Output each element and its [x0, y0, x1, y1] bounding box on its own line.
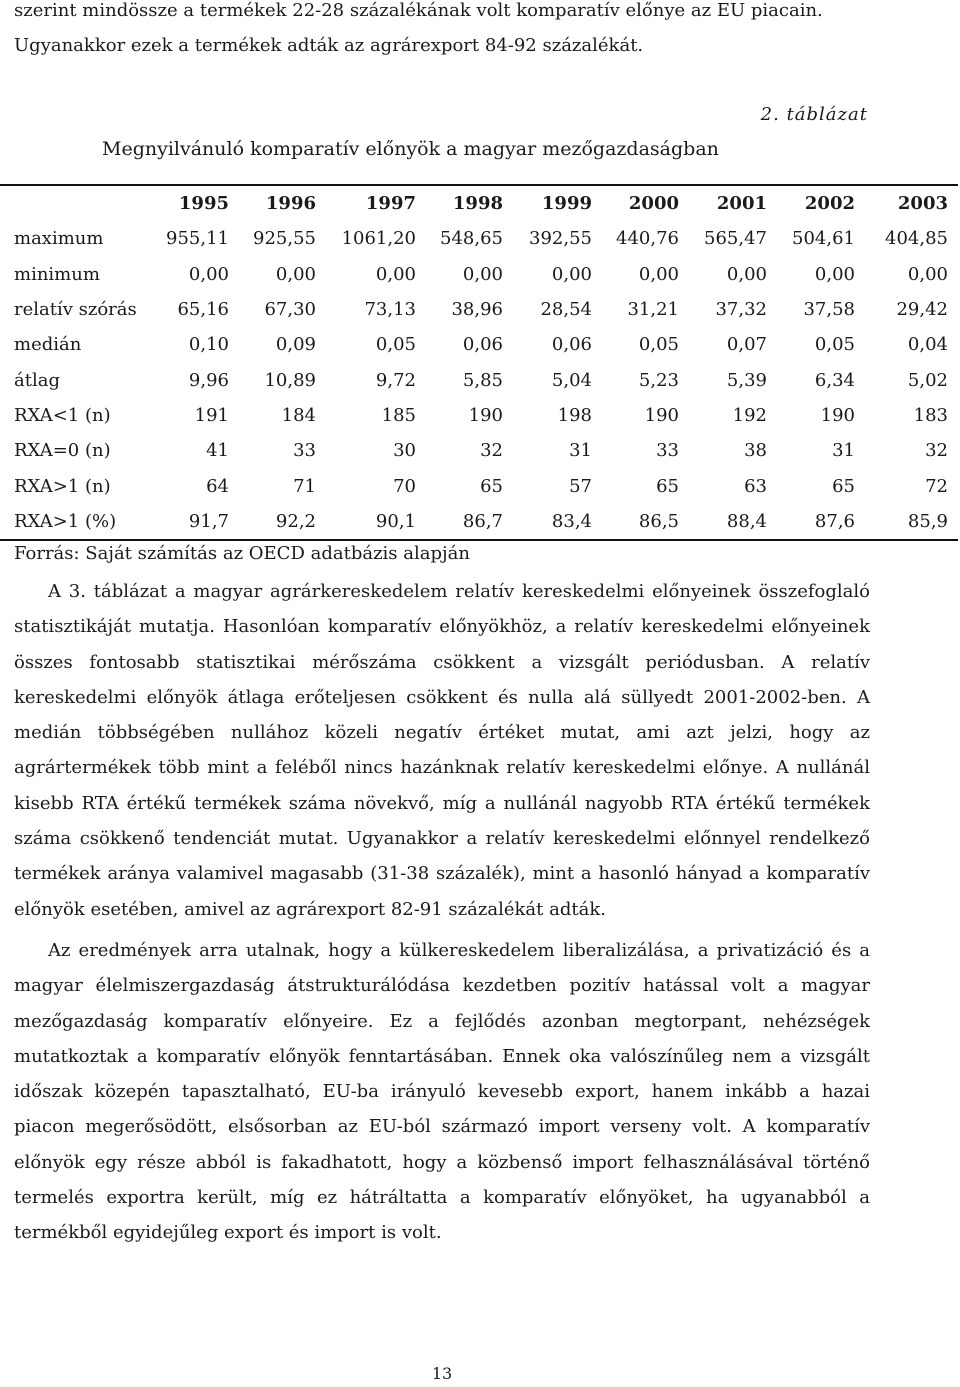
table-row: [0, 327, 958, 362]
table-cell: 72: [925, 475, 948, 497]
row-label: minimum: [14, 263, 100, 285]
intro-line-2: Ugyanakkor ezek a termékek adták az agrárexport 84-92 százalékát.: [14, 35, 644, 56]
table-cell: 0,05: [814, 334, 855, 356]
paragraph-line: kisebb RTA értékű termékek száma növekvő, míg a nullánál nagyobb RTA értékű termékek: [14, 792, 870, 814]
row-label: RXA<1 (n): [14, 404, 111, 426]
table-cell: 925,55: [253, 228, 316, 250]
table-cell: 30: [393, 440, 416, 462]
paragraph-2: [14, 933, 870, 1251]
table-cell: 83,4: [551, 510, 592, 532]
table-cell: 38,96: [451, 299, 503, 321]
table-cell: 190: [820, 404, 855, 426]
year-header: 2003: [897, 193, 948, 215]
table-cell: 5,04: [551, 369, 592, 391]
paragraph-line: kereskedelmi előnyök átlaga erőteljesen csökkent és nulla alá süllyedt 2001-2002-ben. A: [14, 686, 870, 708]
table-cell: 28,54: [540, 299, 592, 321]
row-label: medián: [14, 334, 82, 356]
paragraph-line: termelés exportra került, míg ez hátráltatta a komparatív előnyöket, ha ugyanabból a: [14, 1187, 870, 1209]
table-cell: 73,13: [364, 299, 416, 321]
table-cell: 198: [557, 404, 592, 426]
table-cell: 0,00: [462, 263, 503, 285]
table-cell: 190: [644, 404, 679, 426]
table-cell: 0,07: [726, 334, 767, 356]
table-cell: 32: [480, 440, 503, 462]
year-header: 2000: [628, 193, 679, 215]
table-cell: 87,6: [814, 510, 855, 532]
paragraph-line: A 3. táblázat a magyar agrárkereskedelem relatív kereskedelmi előnyeinek összefoglaló: [48, 581, 870, 602]
table-cell: 9,96: [188, 369, 229, 391]
table-cell: 90,1: [375, 510, 416, 532]
table-cell: 0,00: [907, 263, 948, 285]
table-cell: 57: [569, 475, 592, 497]
table-cell: 86,5: [638, 510, 679, 532]
table-row: [0, 292, 958, 327]
table-cell: 31,21: [627, 299, 679, 321]
table-cell: 0,00: [726, 263, 767, 285]
table-cell: 88,4: [726, 510, 767, 532]
table-row: [0, 257, 958, 292]
table-cell: 91,7: [188, 510, 229, 532]
year-header: 1997: [365, 193, 416, 215]
table-cell: 65: [480, 475, 503, 497]
table-cell: 565,47: [704, 228, 767, 250]
table-cell: 5,85: [462, 369, 503, 391]
table-bottom-rule: [0, 539, 958, 541]
table-cell: 10,89: [264, 369, 316, 391]
table-cell: 955,11: [166, 228, 229, 250]
table-cell: 0,00: [275, 263, 316, 285]
paragraph-line: piacon megerősödött, elsősorban az EU-ból származó import verseny volt. A komparatív: [14, 1116, 870, 1138]
row-label: relatív szórás: [14, 299, 137, 321]
paragraph-line: termékből egyidejűleg export és import is volt.: [14, 1222, 442, 1244]
table-cell: 70: [393, 475, 416, 497]
table-cell: 504,61: [792, 228, 855, 250]
table-cell: 0,00: [188, 263, 229, 285]
table-cell: 404,85: [885, 228, 948, 250]
table-cell: 185: [381, 404, 416, 426]
table-title: Megnyilvánuló komparatív előnyök a magyar mezőgazdaságban: [102, 138, 719, 160]
paragraph-line: mezőgazdaság komparatív előnyeire. Ez a fejlődés azonban megtorpant, nehézségek: [14, 1010, 870, 1032]
table-cell: 0,00: [638, 263, 679, 285]
paragraph-line: termékek aránya valamivel magasabb (31-38 százalék), mint a hasonló hányad a komparatív: [14, 863, 870, 885]
table-row: [0, 398, 958, 433]
table-source-note: Forrás: Saját számítás az OECD adatbázis alapján: [14, 543, 470, 564]
table-cell: 37,32: [715, 299, 767, 321]
table-cell: 67,30: [264, 299, 316, 321]
table-cell: 9,72: [375, 369, 416, 391]
table-cell: 32: [925, 440, 948, 462]
table-cell: 191: [194, 404, 229, 426]
table-cell: 85,9: [907, 510, 948, 532]
paragraph-line: előnyök egy része abból is fakadhatott, hogy a közbenső import felhasználásával történő: [14, 1151, 870, 1173]
table-cell: 63: [744, 475, 767, 497]
paragraph-line: Az eredmények arra utalnak, hogy a külkereskedelem liberalizálása, a privatizáció és a: [48, 940, 870, 961]
year-header: 1999: [541, 193, 592, 215]
paragraph-line: száma csökkenő tendenciát mutat. Ugyanakkor a relatív kereskedelmi előnnyel rendelkező: [14, 828, 870, 850]
page-number: 13: [431, 1364, 453, 1383]
table-cell: 5,39: [726, 369, 767, 391]
paragraph-line: összes fontosabb statisztikai mérőszáma csökkent a vizsgált periódusban. A relatív: [14, 651, 870, 673]
year-header: 1995: [178, 193, 229, 215]
table-cell: 65: [832, 475, 855, 497]
table-cell: 0,06: [551, 334, 592, 356]
table-cell: 192: [732, 404, 767, 426]
table-cell: 440,76: [616, 228, 679, 250]
paragraph-line: magyar élelmiszergazdaság átstrukturálódása kezdetben pozitív hatással volt a magyar: [14, 975, 870, 997]
row-label: maximum: [14, 228, 104, 250]
row-label: RXA>1 (%): [14, 510, 117, 532]
table-cell: 86,7: [462, 510, 503, 532]
paragraph-line: időszak közepén tapasztalható, EU-ba irányuló kevesebb export, hanem inkább a hazai: [14, 1081, 870, 1103]
table-cell: 0,09: [275, 334, 316, 356]
intro-line-1: szerint mindössze a termékek 22-28 százalékának volt komparatív előnye az EU piacain.: [14, 0, 823, 21]
table-cell: 0,05: [638, 334, 679, 356]
paragraph-line: statisztikáját mutatja. Hasonlóan komparatív előnyökhöz, a relatív kereskedelmi előnyeinek: [14, 616, 870, 638]
table-row: [0, 433, 958, 468]
table-cell: 6,34: [814, 369, 855, 391]
table-cell: 0,06: [462, 334, 503, 356]
paragraph-line: medián többségében nullához közeli negatív értéket mutat, ami azt jelzi, hogy az: [14, 722, 870, 744]
table-cell: 5,02: [907, 369, 948, 391]
row-label: átlag: [14, 369, 60, 391]
row-label: RXA=0 (n): [14, 440, 111, 462]
paragraph-line: agrártermékek több mint a feléből nincs hazánknak relatív kereskedelmi előnye. A nullánál: [14, 757, 870, 779]
table-cell: 392,55: [529, 228, 592, 250]
table-row: [0, 221, 958, 256]
table-cell: 1061,20: [341, 228, 416, 250]
table-cell: 41: [206, 440, 229, 462]
table-row: [0, 468, 958, 503]
table-cell: 64: [206, 475, 229, 497]
table-cell: 5,23: [638, 369, 679, 391]
year-header: 1996: [265, 193, 316, 215]
table-cell: 31: [569, 440, 592, 462]
table-cell: 33: [656, 440, 679, 462]
table-cell: 0,00: [814, 263, 855, 285]
table-cell: 38: [744, 440, 767, 462]
rca-table: [0, 186, 958, 539]
table-cell: 29,42: [896, 299, 948, 321]
table-row: [0, 362, 958, 397]
table-cell: 37,58: [803, 299, 855, 321]
table-cell: 0,10: [188, 334, 229, 356]
table-cell: 190: [468, 404, 503, 426]
row-label: RXA>1 (n): [14, 475, 111, 497]
paragraph-1: [14, 574, 870, 927]
header-empty-cell: [0, 186, 150, 221]
paragraph-line: mutatkoztak a komparatív előnyök fenntartásában. Ennek oka valószínűleg nem a vizsgált: [14, 1045, 870, 1067]
table-cell: 65: [656, 475, 679, 497]
table-cell: 92,2: [275, 510, 316, 532]
table-cell: 183: [913, 404, 948, 426]
year-header: 2001: [716, 193, 767, 215]
table-number-label: 2. táblázat: [760, 104, 868, 125]
paragraph-line: előnyök esetében, amivel az agrárexport 82-91 százalékát adták.: [14, 898, 606, 920]
table-cell: 31: [832, 440, 855, 462]
table-cell: 33: [293, 440, 316, 462]
table-cell: 71: [293, 475, 316, 497]
table-cell: 65,16: [177, 299, 229, 321]
table-cell: 0,05: [375, 334, 416, 356]
table-cell: 548,65: [440, 228, 503, 250]
table-cell: 184: [281, 404, 316, 426]
table-row: [0, 504, 958, 539]
table-cell: 0,00: [375, 263, 416, 285]
year-header: 1998: [452, 193, 503, 215]
table-cell: 0,04: [907, 334, 948, 356]
year-header: 2002: [804, 193, 855, 215]
table-header-row: [0, 186, 958, 221]
table-cell: 0,00: [551, 263, 592, 285]
